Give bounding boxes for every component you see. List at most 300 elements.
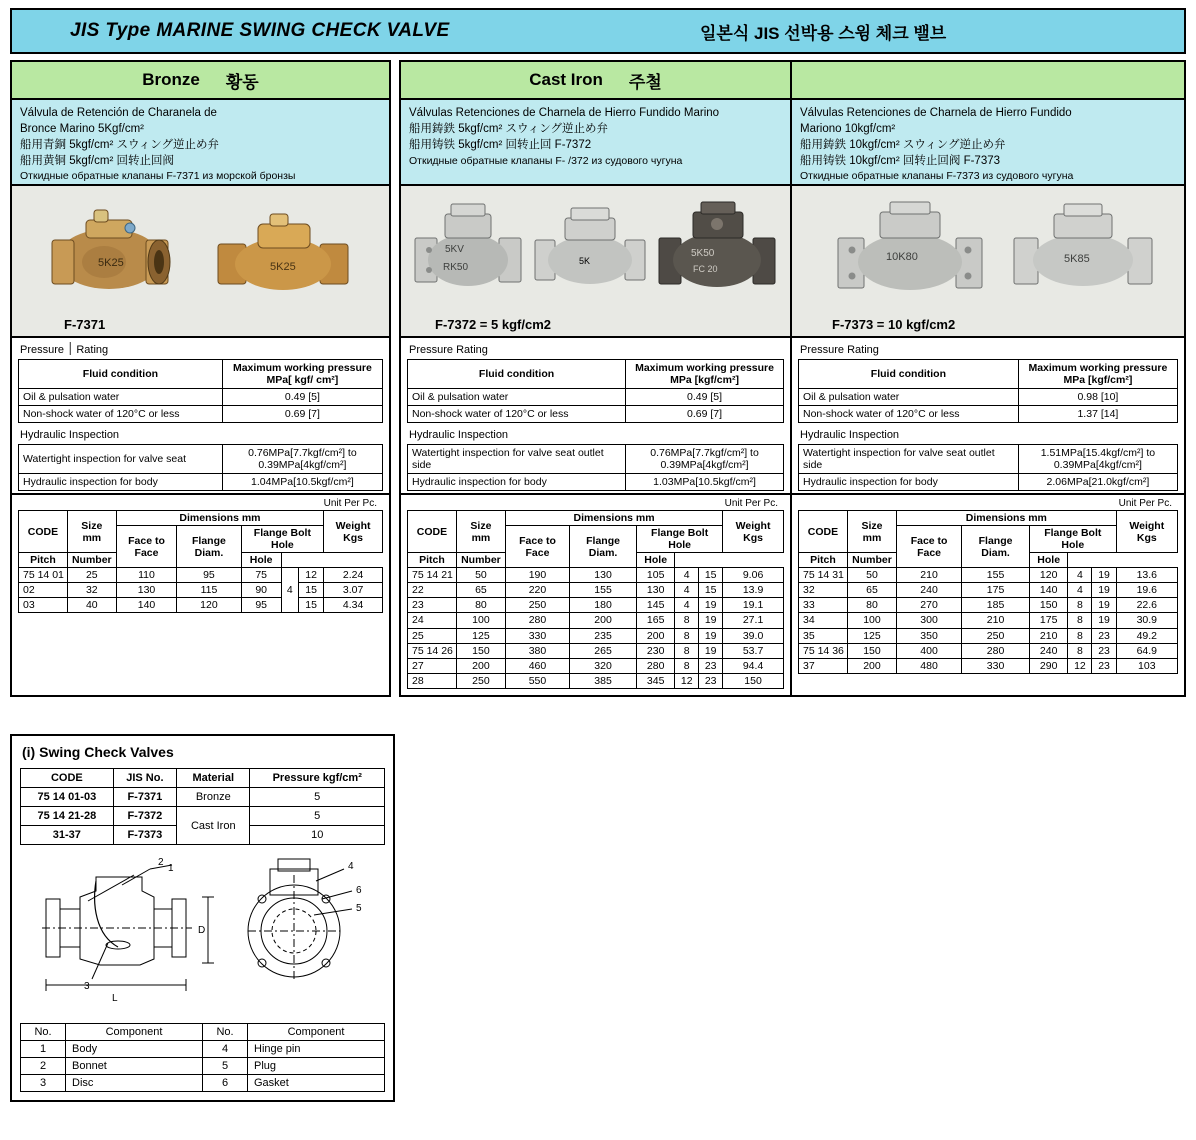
cell: 150 [723, 673, 784, 688]
cell: 40 [67, 598, 116, 613]
cell: 23 [408, 598, 457, 613]
castiron5-photo-caption: F-7372 = 5 kgf/cm2 [435, 317, 551, 332]
cell: Bonnet [66, 1058, 203, 1075]
cell: 75 14 21-28 [21, 807, 114, 826]
cell: Oil & pulsation water [408, 389, 626, 406]
cell: 75 14 36 [799, 643, 848, 658]
bronze-pressure-section [12, 338, 389, 495]
cell: 3.07 [324, 583, 383, 598]
cell: 4 [675, 568, 699, 583]
content-columns [10, 60, 1186, 697]
cell: 150 [847, 643, 896, 658]
cell: 4 [203, 1041, 248, 1058]
page-title-en: JIS Type MARINE SWING CHECK VALVE [70, 20, 450, 41]
cell: Oil & pulsation water [799, 389, 1019, 406]
bronze-valve-photo-1 [34, 204, 184, 304]
cell: 32 [67, 583, 116, 598]
table-row [19, 598, 383, 613]
castiron10-hydraulic-table [798, 444, 1178, 491]
cell: 95 [177, 568, 241, 583]
cell: 75 14 26 [408, 643, 457, 658]
castiron5-pressure-table [407, 359, 784, 423]
col-header-face: Face to Face [897, 526, 962, 568]
col-header-flange: Flange Diam. [570, 526, 637, 568]
cell: 8 [1068, 613, 1092, 628]
cell: 53.7 [723, 643, 784, 658]
castiron5-dim-section [401, 495, 790, 695]
castiron5-pressure-section [401, 338, 790, 495]
castiron10-pressure-table [798, 359, 1178, 423]
cell: 240 [897, 583, 962, 598]
subcolumn-cast-iron-10 [792, 62, 1184, 695]
table-row [21, 1075, 385, 1092]
bronze-pressure-h0: Fluid condition [19, 360, 223, 389]
cell: 33 [799, 598, 848, 613]
cell: 23 [699, 658, 723, 673]
castiron10-description [792, 100, 1184, 186]
col-header-fluid: Fluid condition [799, 360, 1019, 389]
table-row [799, 628, 1178, 643]
cell: 1 [21, 1041, 66, 1058]
svg-text:5K25: 5K25 [98, 257, 124, 269]
cell: 25 [67, 568, 116, 583]
bronze-photo-caption: F-7371 [64, 317, 106, 332]
col-header-hole: Hole [241, 553, 281, 568]
castiron10-band [792, 62, 1184, 100]
cell: 50 [847, 568, 896, 583]
table-row [21, 788, 385, 807]
cell: 19 [699, 613, 723, 628]
cell: 200 [637, 628, 675, 643]
cell: Non-shock water of 120°C or less [408, 406, 626, 423]
bronze-valve-photo-2 [208, 204, 358, 304]
cell: 19 [699, 643, 723, 658]
callout-1: 1 [168, 863, 174, 874]
cell: 130 [570, 568, 637, 583]
table-row [408, 389, 784, 406]
svg-text:FC 20: FC 20 [693, 264, 718, 274]
cell: 280 [962, 643, 1030, 658]
svg-text:5K85: 5K85 [1064, 253, 1090, 265]
table-row [19, 406, 383, 423]
cell: 350 [897, 628, 962, 643]
cell: Gasket [248, 1075, 385, 1092]
cell: 175 [1029, 613, 1067, 628]
col-header-size: Size mm [456, 511, 505, 553]
cell: 115 [177, 583, 241, 598]
cell: Hydraulic inspection for body [19, 474, 223, 491]
cell: 23 [1092, 643, 1116, 658]
col-header-code: CODE [408, 511, 457, 553]
bronze-desc-line-4: Откидные обратные клапаны F-7371 из морской бронзы [20, 170, 296, 183]
col-header-dimensions: Dimensions mm [897, 511, 1117, 526]
cell: 200 [570, 613, 637, 628]
table-row [408, 445, 784, 474]
cell: 190 [505, 568, 569, 583]
cell: 02 [19, 583, 68, 598]
cell: 5 [203, 1058, 248, 1075]
callout-2: 2 [158, 857, 164, 868]
castiron-band-kr: 주철 [628, 72, 662, 92]
cell: 210 [897, 568, 962, 583]
cell: 19 [1092, 598, 1116, 613]
col-header-code: CODE [19, 511, 68, 553]
svg-text:5K25: 5K25 [270, 261, 296, 273]
cell: Watertight inspection for valve seat outlet side [799, 445, 1019, 474]
table-row [21, 807, 385, 826]
castiron5-desc-line-3: Откидные обратные клапаны F- /372 из судового чугуна [409, 154, 683, 167]
cell: 28 [408, 673, 457, 688]
castiron5-valve-photo-2 [531, 196, 649, 300]
cell: 27.1 [723, 613, 784, 628]
cell: 150 [1029, 598, 1067, 613]
bronze-description [12, 100, 389, 186]
cell: 1.03MPa[10.5kgf/cm²] [626, 474, 784, 491]
cell: 4 [675, 598, 699, 613]
castiron10-desc-line-0: Válvulas Retenciones de Charnela de Hierro Fundido [800, 107, 1072, 119]
cell: 1.37 [14] [1018, 406, 1177, 423]
cell: 250 [456, 673, 505, 688]
castiron5-photos [401, 186, 790, 338]
cell: 5 [250, 788, 385, 807]
cell: 75 14 01 [19, 568, 68, 583]
table-row [799, 658, 1178, 673]
col-header-fluid: Fluid condition [408, 360, 626, 389]
col-header-no: No. [21, 1024, 66, 1041]
cell: 19 [1092, 613, 1116, 628]
cell: Hydraulic inspection for body [408, 474, 626, 491]
col-header-pitch: Pitch [19, 553, 68, 568]
castiron10-pressure-label: Pressure Rating [800, 344, 879, 356]
cell: Body [66, 1041, 203, 1058]
cell: 22 [408, 583, 457, 598]
cell: 19.6 [1116, 583, 1177, 598]
subcolumn-cast-iron-5 [401, 62, 792, 695]
cell: Hinge pin [248, 1041, 385, 1058]
col-header-component-2: Component [248, 1024, 385, 1041]
cell: 130 [637, 583, 675, 598]
cell: 50 [456, 568, 505, 583]
cell: 25 [408, 628, 457, 643]
cell: 75 14 01-03 [21, 788, 114, 807]
cell: 290 [1029, 658, 1067, 673]
cell: 27 [408, 658, 457, 673]
col-header-weight: Weight Kgs [723, 511, 784, 553]
bronze-dimension-table [18, 510, 383, 613]
bronze-band [12, 62, 389, 100]
castiron5-desc-line-0: Válvulas Retenciones de Charnela de Hierro Fundido Marino [409, 107, 720, 119]
page-header [10, 8, 1186, 54]
cell: 12 [298, 568, 323, 583]
callout-3: 3 [84, 981, 90, 992]
cell: 550 [505, 673, 569, 688]
cell: 400 [897, 643, 962, 658]
cell: 155 [570, 583, 637, 598]
cell: 300 [897, 613, 962, 628]
cell: Oil & pulsation water [19, 389, 223, 406]
cell: 4.34 [324, 598, 383, 613]
table-row [408, 598, 784, 613]
col-header-dimensions: Dimensions mm [505, 511, 722, 526]
cell: 2.06MPa[21.0kgf/cm²] [1018, 474, 1177, 491]
cell: 270 [897, 598, 962, 613]
cell: 23 [1092, 628, 1116, 643]
col-header-maxpressure: Maximum working pressure MPa [kgf/cm²] [626, 360, 784, 389]
cell: 210 [962, 613, 1030, 628]
castiron5-description [401, 100, 790, 186]
col-header-number: Number [847, 553, 896, 568]
cell: 100 [456, 613, 505, 628]
bronze-unit-per: Unit Per Pc. [323, 498, 377, 509]
cell: 280 [637, 658, 675, 673]
table-row [408, 658, 784, 673]
cell: 8 [1068, 628, 1092, 643]
bronze-pressure-h1: Maximum working pressure MPa[ kgf/ cm²] [222, 360, 382, 389]
col-header-number: Number [67, 553, 116, 568]
cell: 210 [1029, 628, 1067, 643]
castiron5-unit-per: Unit Per Pc. [724, 498, 778, 509]
table-row [408, 474, 784, 491]
table-row [21, 1041, 385, 1058]
castiron10-photos [792, 186, 1184, 338]
col-header-face: Face to Face [116, 526, 177, 568]
cell: 8 [675, 643, 699, 658]
bronze-desc-line-3: 船用黄铜 5kgf/cm² 回转止回阀 [20, 154, 174, 167]
table-row [408, 673, 784, 688]
cell: 22.6 [1116, 598, 1177, 613]
cell: 95 [241, 598, 281, 613]
table-row [408, 613, 784, 628]
cell: 65 [456, 583, 505, 598]
cell: 140 [1029, 583, 1067, 598]
castiron5-pressure-label: Pressure Rating [409, 344, 488, 356]
bronze-pressure-label: Pressure ׀ Rating [20, 344, 109, 356]
valve-technical-drawing [22, 851, 383, 1019]
callout-5: 5 [356, 903, 362, 914]
table-row [799, 474, 1178, 491]
cell: Non-shock water of 120°C or less [799, 406, 1019, 423]
cell: 175 [962, 583, 1030, 598]
col-header-flange: Flange Diam. [177, 526, 241, 568]
table-row [408, 568, 784, 583]
cell: 32 [799, 583, 848, 598]
cell: 145 [637, 598, 675, 613]
table-row [19, 445, 383, 474]
castiron5-dimension-table [407, 510, 784, 689]
cell: 0.76MPa[7.7kgf/cm²] to 0.39MPa[4kgf/cm²] [626, 445, 784, 474]
cell: Cast Iron [177, 807, 250, 845]
callout-D: D [198, 925, 206, 936]
cell: 8 [675, 613, 699, 628]
castiron10-hydraulic-label: Hydraulic Inspection [800, 429, 900, 441]
cell: 180 [570, 598, 637, 613]
cell: 2 [21, 1058, 66, 1075]
castiron10-photo-caption: F-7373 = 10 kgf/cm2 [832, 317, 956, 332]
bronze-pressure-table [18, 359, 383, 423]
table-row [19, 474, 383, 491]
cell: 110 [116, 568, 177, 583]
cell: 3 [21, 1075, 66, 1092]
cell: 12 [1068, 658, 1092, 673]
cell: 125 [456, 628, 505, 643]
cell: 380 [505, 643, 569, 658]
cell: 5 [250, 807, 385, 826]
cell: 8 [675, 628, 699, 643]
cell: 480 [897, 658, 962, 673]
castiron-band-en: Cast Iron [529, 70, 603, 89]
svg-text:5K: 5K [579, 256, 591, 266]
col-header-size: Size mm [847, 511, 896, 553]
cell: 250 [962, 628, 1030, 643]
cell: 30.9 [1116, 613, 1177, 628]
cell: 19.1 [723, 598, 784, 613]
table-row [799, 389, 1178, 406]
cell: 2.24 [324, 568, 383, 583]
svg-text:5K50: 5K50 [691, 248, 715, 259]
cell: 235 [570, 628, 637, 643]
col-header-jisno: JIS No. [113, 769, 176, 788]
callout-6: 6 [356, 885, 362, 896]
cell: 94.4 [723, 658, 784, 673]
table-row [799, 643, 1178, 658]
cell: 80 [847, 598, 896, 613]
cell: 4 [675, 583, 699, 598]
cell: F-7373 [113, 826, 176, 845]
table-row [408, 583, 784, 598]
bronze-desc-line-1: Bronce Marino 5Kgf/cm² [20, 122, 144, 135]
bronze-desc-line-2: 船用青銅 5kgf/cm² スウィング逆止め弁 [20, 138, 220, 151]
castiron10-pressure-section [792, 338, 1184, 495]
cell: Watertight inspection for valve seat [19, 445, 223, 474]
cell: 03 [19, 598, 68, 613]
col-header-pitch: Pitch [799, 553, 848, 568]
cell: 385 [570, 673, 637, 688]
cell: 320 [570, 658, 637, 673]
cell: 75 14 21 [408, 568, 457, 583]
cell: 280 [505, 613, 569, 628]
col-header-flange: Flange Diam. [962, 526, 1030, 568]
cell: F-7372 [113, 807, 176, 826]
castiron10-dimension-table [798, 510, 1178, 674]
column-bronze [10, 60, 391, 697]
svg-text:10K80: 10K80 [886, 251, 918, 263]
cell: Non-shock water of 120°C or less [19, 406, 223, 423]
cell: 23 [699, 673, 723, 688]
cell: 75 [241, 568, 281, 583]
cell: 37 [799, 658, 848, 673]
cell: 200 [456, 658, 505, 673]
cell: Bronze [177, 788, 250, 807]
cell: 120 [1029, 568, 1067, 583]
col-header-component: Component [66, 1024, 203, 1041]
cell: 125 [847, 628, 896, 643]
cell: 13.9 [723, 583, 784, 598]
table-row [799, 583, 1178, 598]
bronze-band-en: Bronze [142, 70, 200, 89]
cell: 0.49 [5] [626, 389, 784, 406]
cell: 19 [1092, 583, 1116, 598]
bronze-hydraulic-label: Hydraulic Inspection [20, 429, 120, 441]
col-header-bolt: Flange Bolt Hole [1029, 526, 1116, 553]
table-row [799, 613, 1178, 628]
castiron10-unit-per: Unit Per Pc. [1118, 498, 1172, 509]
castiron5-valve-photo-1 [409, 194, 527, 302]
cell: 31-37 [21, 826, 114, 845]
bronze-desc-line-0: Válvula de Retención de Charanela de [20, 107, 217, 119]
cell: 200 [847, 658, 896, 673]
svg-text:RK50: RK50 [443, 262, 469, 273]
cell: 4 [281, 568, 298, 613]
cell: 19 [699, 628, 723, 643]
cell: 12 [675, 673, 699, 688]
cell: 15 [699, 568, 723, 583]
cell: 4 [1068, 583, 1092, 598]
castiron10-desc-line-3: 船用铸铁 10kgf/cm² 回转止回阀 F-7373 [800, 154, 1001, 167]
col-header-size: Size mm [67, 511, 116, 553]
bronze-dim-section [12, 495, 389, 619]
cell: 6 [203, 1075, 248, 1092]
col-header-face: Face to Face [505, 526, 569, 568]
cell: 0.69 [7] [626, 406, 784, 423]
col-header-code: CODE [21, 769, 114, 788]
col-header-hole: Hole [1029, 553, 1067, 568]
table-row [408, 628, 784, 643]
castiron5-desc-line-1: 船用鋳鉄 5kgf/cm² スウィング逆止め弁 [409, 122, 609, 135]
castiron10-desc-line-2: 船用鋳鉄 10kgf/cm² スウィング逆止め弁 [800, 138, 1006, 151]
cell: 39.0 [723, 628, 784, 643]
col-header-bolt: Flange Bolt Hole [637, 526, 723, 553]
cell: Plug [248, 1058, 385, 1075]
castiron10-desc-line-1: Mariono 10kgf/cm² [800, 122, 896, 135]
table-row [19, 583, 383, 598]
page-title-kr: 일본식 JIS 선박용 스윙 체크 밸브 [700, 23, 947, 43]
col-header-material: Material [177, 769, 250, 788]
cell: 155 [962, 568, 1030, 583]
col-header-weight: Weight Kgs [1116, 511, 1177, 553]
table-row [21, 1058, 385, 1075]
cell: 185 [962, 598, 1030, 613]
cell: 13.6 [1116, 568, 1177, 583]
parts-table [20, 1023, 385, 1092]
table-row [19, 568, 383, 583]
castiron5-desc-line-2: 船用铸铁 5kgf/cm² 回转止回 F-7372 [409, 138, 592, 151]
castiron5-valve-photo-3 [653, 194, 781, 302]
callout-L: L [112, 993, 118, 1004]
table-row [408, 643, 784, 658]
cell: 0.69 [7] [222, 406, 382, 423]
legend-title: (i) Swing Check Valves [22, 744, 174, 760]
col-header-maxpressure: Maximum working pressure MPa [kgf/cm²] [1018, 360, 1177, 389]
col-header-no-2: No. [203, 1024, 248, 1041]
cell: 24 [408, 613, 457, 628]
cell: 240 [1029, 643, 1067, 658]
col-header-code: CODE [799, 511, 848, 553]
cell: 8 [1068, 643, 1092, 658]
cell: 19 [699, 598, 723, 613]
cell: 1.04MPa[10.5kgf/cm²] [222, 474, 382, 491]
cell: 49.2 [1116, 628, 1177, 643]
cell: 0.98 [10] [1018, 389, 1177, 406]
cell: Hydraulic inspection for body [799, 474, 1019, 491]
cell: 65 [847, 583, 896, 598]
cell: 345 [637, 673, 675, 688]
svg-text:5KV: 5KV [445, 244, 464, 255]
cell: 460 [505, 658, 569, 673]
cell: 10 [250, 826, 385, 845]
table-row [799, 445, 1178, 474]
cell: 103 [1116, 658, 1177, 673]
cell: 120 [177, 598, 241, 613]
